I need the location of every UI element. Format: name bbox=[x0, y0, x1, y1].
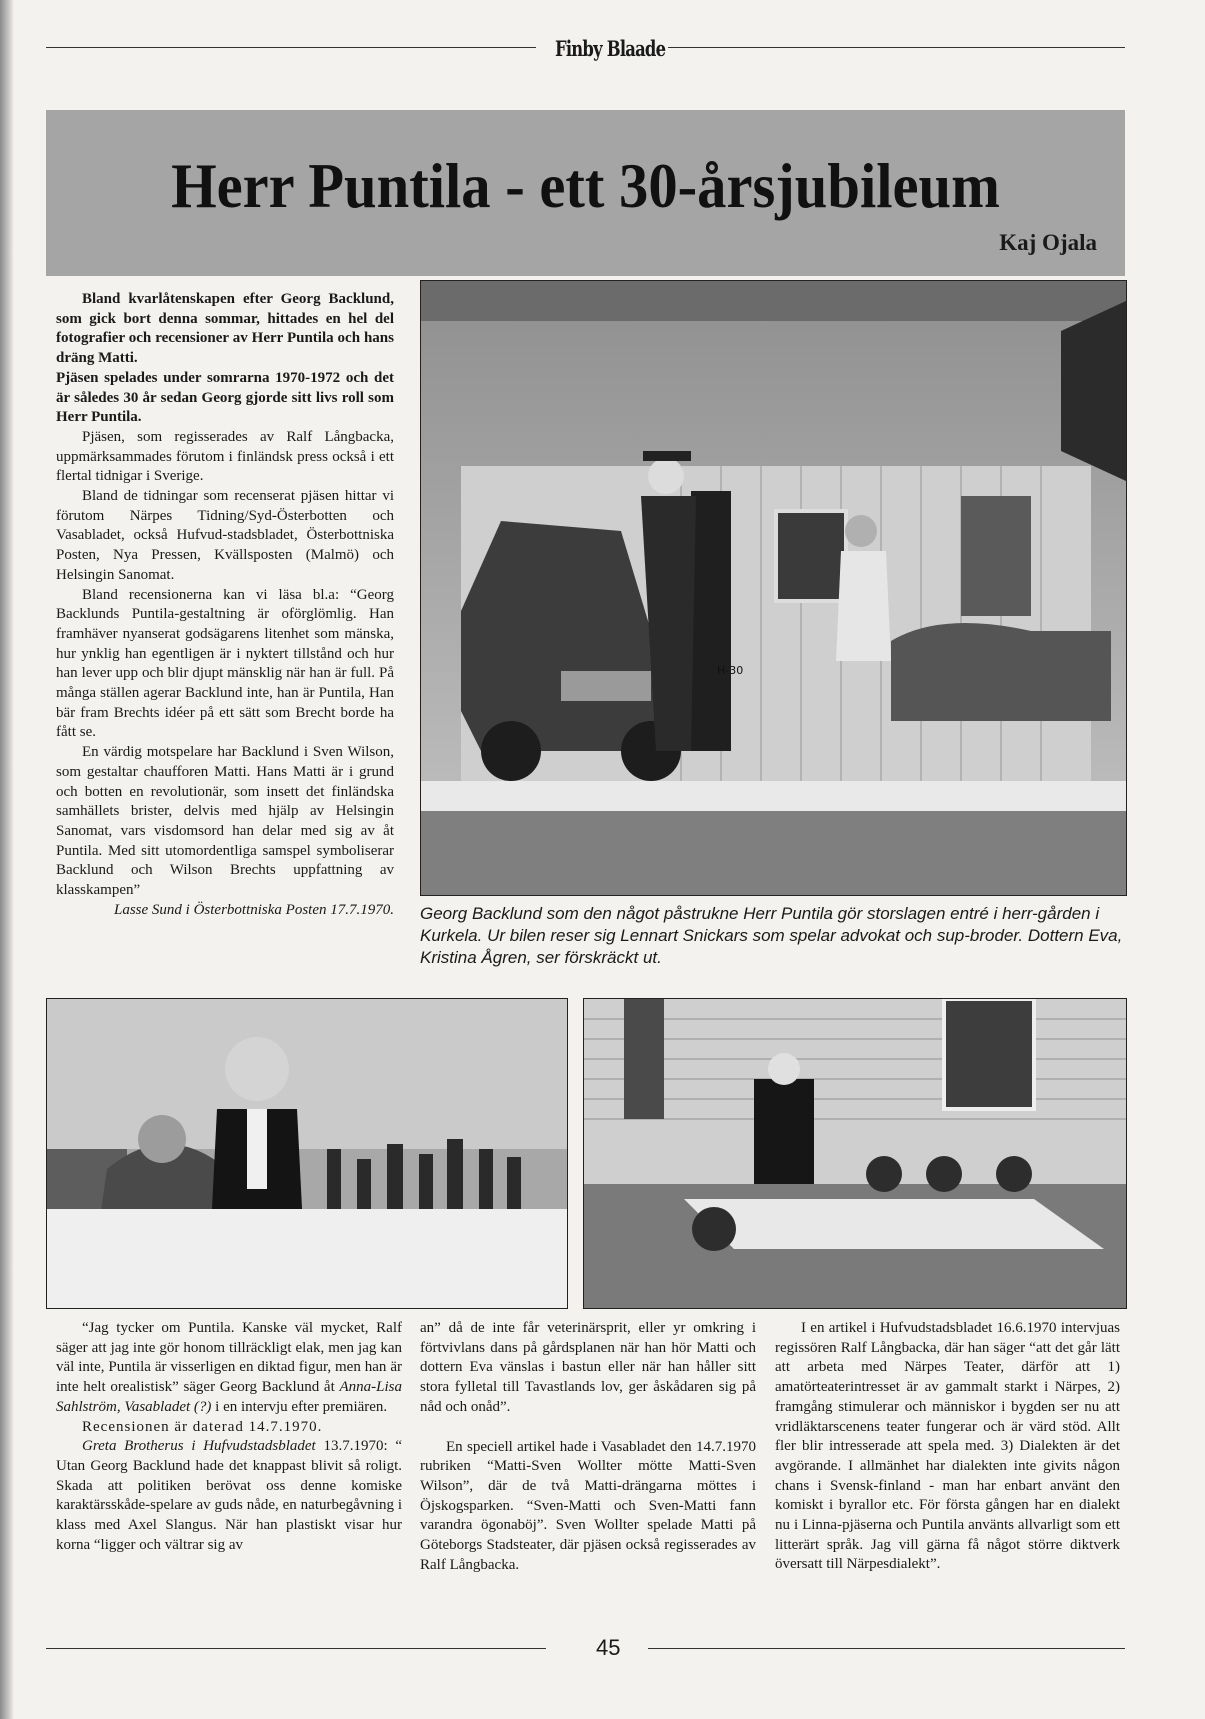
bottom-column-2 bbox=[420, 1319, 756, 1575]
body-paragraph-2: Bland de tidningar som recenserat pjäsen hittar vi förutom Närpes Tidning/Syd-Österbotten och Vasabladet, också Hufvud-stadsbladet, Österbottniska Posten, Nya Pressen, Kvällsposten (Malmö) och Helsingin Sanomat. bbox=[56, 488, 394, 583]
bottom-col1-paragraph-1: “Jag tycker om Puntila. Kanske väl mycket, Ralf säger att jag inte gör honom tillräckligt elak, men jag kan väl inte, Puntila är visserligen en diktad figur, men han är inte helt orealistisk” säger Georg Backlund åt Anna-Lisa Sahlström, Vasabladet (?) i en intervju efter premiären. bbox=[56, 1320, 402, 1415]
intro-paragraph-2: Pjäsen spelades under somrarna 1970-1972 och det är således 30 år sedan Georg gjorde sitt livs roll som Herr Puntila. bbox=[56, 369, 394, 426]
footer-rule-right bbox=[648, 1648, 1125, 1649]
bottom-column-1 bbox=[56, 1319, 402, 1555]
body-paragraph-1: Pjäsen, som regisserades av Ralf Långbacka, uppmärksammades förutom i finländsk press också i ett flertal tidnigar i Sverige. bbox=[56, 428, 394, 485]
review-source: Lasse Sund i Österbottniska Posten 17.7.1970. bbox=[114, 901, 394, 918]
masthead: Finby Blaade bbox=[555, 36, 666, 61]
header-rule-right bbox=[668, 47, 1125, 48]
page-number: 45 bbox=[596, 1635, 621, 1660]
photo-stage-car bbox=[420, 280, 1127, 896]
caption-top-photo: Georg Backlund som den något påstrukne Herr Puntila gör storslagen entré i herr-gården i Kurkela. Ur bilen reser sig Lennart Snickars som spelar advokat och sup-broder. Dottern Eva, Kristina Ågren, ser förskräckt ut. bbox=[420, 904, 1123, 967]
photo-garden-party bbox=[583, 998, 1127, 1309]
bottom-col2-paragraph-1: an” då de inte får veterinärsprit, eller yr omkring i förtvivlans dans på gårdsplanen när han hör Matti och dottern Eva vänslas i bastun eller när han håller sitt stora fylletal till Tavastlands lov, ger åskådaren sig på nåd och onåd”. bbox=[420, 1320, 756, 1415]
bottom-col3-paragraph-1: I en artikel i Hufvudstadsbladet 16.6.1970 intervjuas regissören Ralf Långbacka, där han säger “att det går lätt att arbeta med Närpes Teater, därför att 1) amatörteaterintresset är av gammalt starkt i Närpes, 2) framgång stimulerar och människor i bygden ser nu att vridläktarscenens teater fungerar och är värd stöd. Allt fler blir intresserade att spela med. 3) Dialekten är det avgörande. I allmänhet har dialekten inte givits någon chans i Svensk-finland - man har enbart använt den komiskt i byrallor etc. För första gången har en dialekt nu i Linna-pjäserna och Puntila använts allvarligt som ett litterärt språk. Jag vill gärna få något större diktverk översatt till Närpesdialekt”. bbox=[775, 1320, 1120, 1573]
title-band bbox=[46, 110, 1125, 276]
page-spine-shadow bbox=[0, 0, 14, 1719]
bottom-column-3 bbox=[775, 1319, 1120, 1575]
photo-puntila-table bbox=[46, 998, 568, 1309]
body-paragraph-4: En värdig motspelare har Backlund i Sven Wilson, som gestaltar chaufforen Matti. Hans Matti är i grund och botten en revolutionär, som insett det finländska samhällets brister, delvis med hjälp av Helsingin Sanomat, vars visdomsord han delar med sig av åt Puntila. Med sitt utomordentliga samspel symboliserar Backlund och Wilson Brechts uppfattning av klasskampen” bbox=[56, 744, 394, 899]
header-rule-left bbox=[46, 47, 536, 48]
article-author: Kaj Ojala bbox=[999, 230, 1097, 255]
intro-column bbox=[56, 290, 394, 921]
intro-paragraph-1: Bland kvarlåtenskapen efter Georg Backlund, som gick bort denna sommar, hittades en hel del fotografier och recensioner av Herr Puntila och hans dräng Matti. bbox=[56, 291, 394, 367]
bottom-col1-paragraph-2: Recensionen är daterad 14.7.1970. bbox=[82, 1418, 323, 1435]
car-license-plate: H-30 bbox=[717, 664, 744, 677]
body-paragraph-3: Bland recensionerna kan vi läsa bl.a: “Georg Backlunds Puntila-gestaltning är oförglömlig. Han framhäver nyanserat godsägarens litenhet som mänska, hur ynklig han egentligen är i nyktert tillstånd och hur han lever upp och blir djupt mänsklig när han är full. På många ställen agerar Backlund inte, han är Puntila, Han bär fram Brechts idéer på ett sätt som Brecht borde ha fått se. bbox=[56, 586, 394, 741]
bottom-col2-paragraph-2: En speciell artikel hade i Vasabladet den 14.7.1970 rubriken “Matti-Sven Wollter mötte Matti-Sven Wilson”, där de två Matti-drängarna möttes i Öjskogsparken. “Sven-Matti och Sven-Matti fann varandra ögonaböj”. Sven Wollter spelade Matti på Göteborgs Stadsteater, där pjäsen också regisserades av Ralf Långbacka. bbox=[420, 1438, 756, 1573]
footer-rule-left bbox=[46, 1648, 546, 1649]
article-title: Herr Puntila - ett 30-årsjubileum bbox=[171, 151, 1000, 221]
bottom-col1-paragraph-3: Greta Brotherus i Hufvudstadsbladet 13.7.1970: “ Utan Georg Backlund hade det knappast blivit så roligt. Skada att politiken berövat oss denne komiske karaktärsskåde-spelare av guds nåde, en naturbegåvning i klass med Axel Slangus. När han plastiskt visar hur korna “ligger och vältrar sig av bbox=[56, 1438, 402, 1553]
